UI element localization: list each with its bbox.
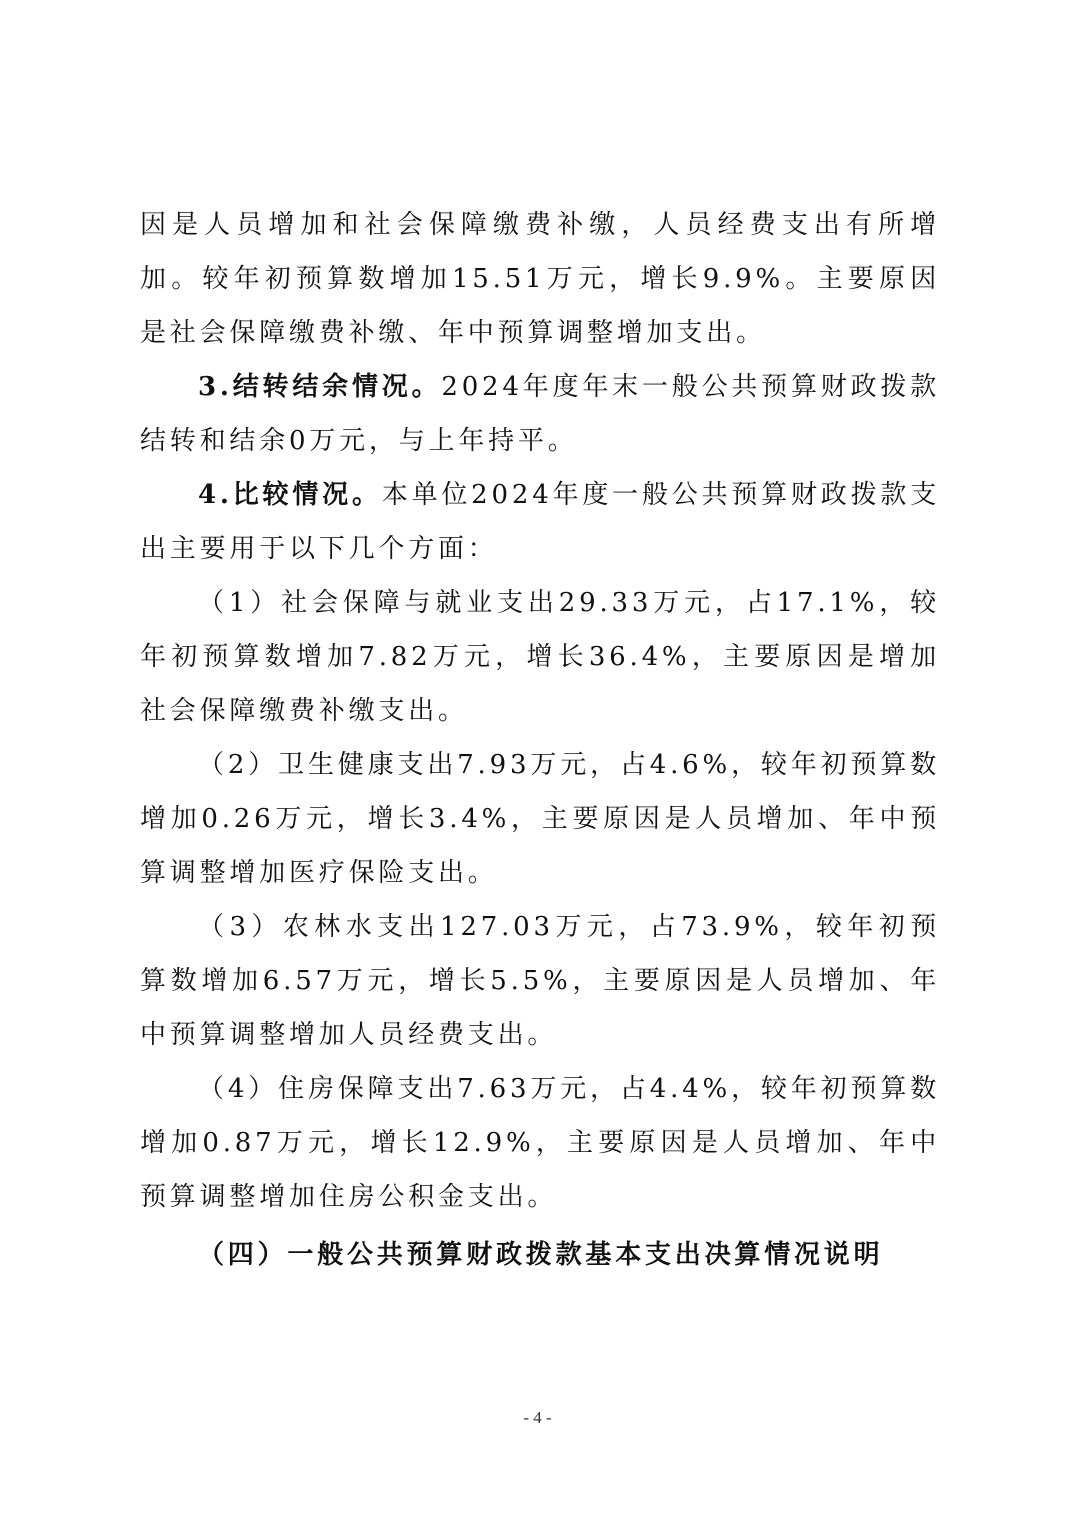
section-heading: （四）一般公共预算财政拨款基本支出决算情况说明: [198, 1240, 884, 1270]
paragraph-text: （2）卫生健康支出7.93万元，占4.6%，较年初预算数增加0.26万元，增长3.4%，主要原因是人员增加、年中预算调整增加医疗保险支出。: [140, 750, 940, 888]
list-item-1: [140, 576, 940, 738]
paragraph-lead: 3.结转结余情况。: [198, 372, 442, 402]
paragraph-text: （3）农林水支出127.03万元，占73.9%，较年初预算数增加6.57万元，增长5.5%，主要原因是人员增加、年中预算调整增加人员经费支出。: [140, 912, 940, 1050]
paragraph-text: （4）住房保障支出7.63万元，占4.4%，较年初预算数增加0.87万元，增长12.9%，主要原因是人员增加、年中预算调整增加住房公积金支出。: [140, 1074, 940, 1212]
page-number: - 4 -: [523, 1408, 552, 1427]
paragraph-text: 2024年度年末一般公共预算财政拨款结转和结余0万元，与上年持平。: [140, 372, 940, 456]
paragraph-comparison: [140, 468, 940, 576]
paragraph-carryover: [140, 360, 940, 468]
paragraph-text: 因是人员增加和社会保障缴费补缴，人员经费支出有所增加。较年初预算数增加15.51万元，增长9.9%。主要原因是社会保障缴费补缴、年中预算调整增加支出。: [140, 210, 940, 348]
paragraph-text: （1）社会保障与就业支出29.33万元，占17.1%，较年初预算数增加7.82万元，增长36.4%，主要原因是增加社会保障缴费补缴支出。: [140, 588, 940, 726]
list-item-2: [140, 738, 940, 900]
paragraph-lead: 4.比较情况。: [198, 480, 382, 510]
list-item-4: [140, 1062, 940, 1224]
paragraph-text: 本单位2024年度一般公共预算财政拨款支出主要用于以下几个方面：: [140, 480, 940, 564]
list-item-3: [140, 900, 940, 1062]
paragraph-continuation: [140, 198, 940, 360]
document-page: [140, 198, 940, 1308]
